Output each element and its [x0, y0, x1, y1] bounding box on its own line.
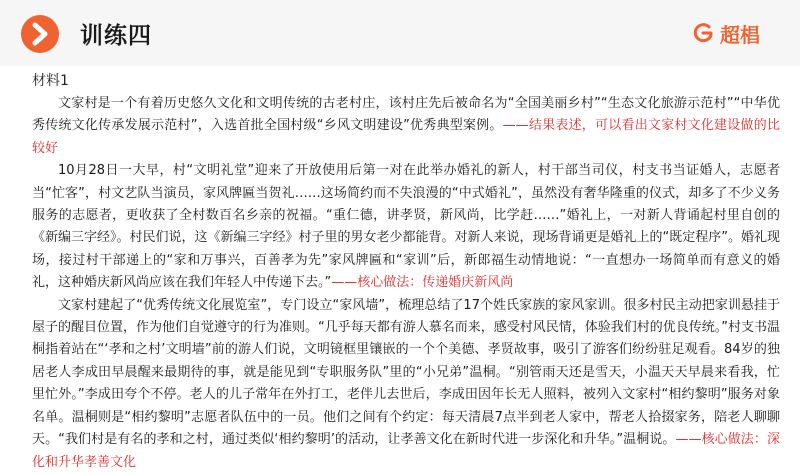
annotation-note: ——核心做法：传递婚庆新风尚 — [331, 275, 514, 291]
section-label: 材料1 — [32, 73, 69, 89]
material-content — [32, 70, 780, 470]
brand-name: 超椙 — [720, 22, 760, 47]
brand-logo-icon — [692, 22, 714, 44]
chevron-right-icon — [21, 15, 59, 53]
paragraph-text: 文家村建起了“优秀传统文化展览室”，专门设立“家风墙”，梳理总结了17个姓氏家族的家风家训。很多村民主动把家训悬挂于屋子的醒目位置，作为他们自觉遵守的行为准则。“几乎每天都有游人慕名而来，感受村风民情，体验我们村的优良传统。”村支书温桐指着站在“‘孝和之村’文明墙”前的游人们说，文明镜框里镶嵌的一个个美德、孝贤故事，吸引了游客们纷纷驻足观看。84岁的独居老人李成田早晨醒来最期待的事，就是能见到“专职服务队”里的“小兄弟”温桐。“别管雨天还是雪天，小温天天早晨来看我，忙里忙外。”李成田夸个不停。老人的儿子常年在外打工，老伴儿去世后，李成田因年长无人照料，被列入文家村“相约黎明”服务对象名单。温桐则是“相约黎明”志愿者队伍中的一员。他们之间有个约定：每天清晨7点半到老人家中，帮老人拾掇家务，陪老人聊聊天。“我们村是有名的孝和之村，通过类似‘相约黎明’的活动，让孝善文化在新时代进一步深化和升华。”温桐说。 — [32, 297, 780, 448]
paragraph-2 — [32, 160, 780, 294]
header-bar — [0, 0, 800, 66]
annotation-note: ——结果表述，可以看出文家村文化建设做的比较好 — [32, 118, 780, 156]
paragraph-3 — [32, 295, 780, 474]
brand — [692, 20, 760, 46]
paragraph-text: 文家村是一个有着历史悠久文化和文明传统的古老村庄，该村庄先后被命名为“全国美丽乡村”“生态文化旅游示范村”“中华优秀传统文化传承发展示范村”，入选首批全国村级“乡风文明建设”优秀典型案例。 — [32, 96, 780, 134]
page-title: 训练四 — [80, 23, 152, 49]
paragraph-text: 10月28日一大早，村“文明礼堂”迎来了开放使用后第一对在此举办婚礼的新人，村干部当司仪，村支书当证婚人，志愿者当“忙客”，村文艺队当演员，家风牌匾当贺礼……这场简约而不失浪漫的“中式婚礼”，虽然没有奢华隆重的仪式，却多了不少义务服务的志愿者，更收获了全村数百名乡亲的祝福。“重仁德，讲孝贤，新风尚，比学赶……”婚礼上，一对新人背诵起村里自创的《新编三字经》。村民们说，这《新编三字经》村子里的男女老少都能背。对新人来说，现场背诵更是婚礼上的“既定程序”。婚礼现场，接过村干部递上的“家和万事兴，百善孝为先”家风牌匾和“家训”后，新郎福生动情地说：“一直想办一场简单而有意义的婚礼，这种婚庆新风尚应该在我们年轻人中传递下去。” — [32, 163, 780, 291]
paragraph-1 — [32, 93, 780, 160]
annotation-note: ——核心做法：深化和升华孝善文化 — [32, 432, 780, 470]
